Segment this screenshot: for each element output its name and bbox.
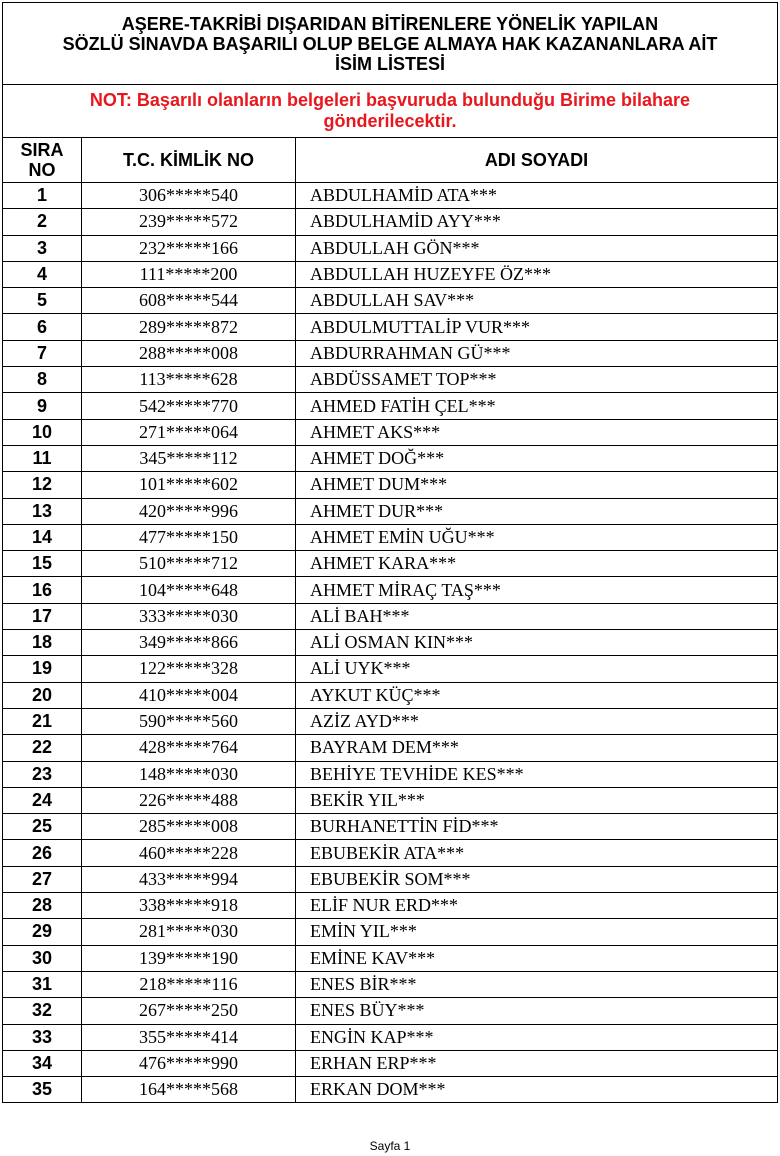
- row-number: 11: [3, 445, 82, 471]
- tc-kimlik-no: 338*****918: [82, 893, 296, 919]
- table-row: [3, 656, 778, 682]
- full-name: ABDÜSSAMET TOP***: [296, 367, 778, 393]
- table-row: [3, 498, 778, 524]
- full-name: AHMET DOĞ***: [296, 445, 778, 471]
- full-name: AHMET AKS***: [296, 419, 778, 445]
- title-line-3: İSİM LİSTESİ: [334, 53, 445, 74]
- tc-kimlik-no: 345*****112: [82, 445, 296, 471]
- full-name: EMİNE KAV***: [296, 945, 778, 971]
- full-name: EMİN YIL***: [296, 919, 778, 945]
- row-number: 7: [3, 340, 82, 366]
- table-row: [3, 340, 778, 366]
- table-row: [3, 314, 778, 340]
- tc-kimlik-no: 239*****572: [82, 209, 296, 235]
- row-number: 27: [3, 866, 82, 892]
- row-number: 26: [3, 840, 82, 866]
- column-header-sira-no: [3, 138, 82, 183]
- table-row: [3, 577, 778, 603]
- column-header-adi-soyadi: ADI SOYADI: [296, 138, 778, 183]
- tc-kimlik-no: 148*****030: [82, 761, 296, 787]
- row-number: 32: [3, 998, 82, 1024]
- full-name: ALİ OSMAN KIN***: [296, 630, 778, 656]
- header-row: [3, 138, 778, 183]
- row-number: 21: [3, 708, 82, 734]
- full-name: BEHİYE TEVHİDE KES***: [296, 761, 778, 787]
- tc-kimlik-no: 226*****488: [82, 787, 296, 813]
- full-name: AHMET MİRAÇ TAŞ***: [296, 577, 778, 603]
- table-row: [3, 367, 778, 393]
- column-header-sira-line2: NO: [28, 160, 56, 180]
- tc-kimlik-no: 510*****712: [82, 551, 296, 577]
- table-row: [3, 261, 778, 287]
- tc-kimlik-no: 428*****764: [82, 735, 296, 761]
- note-line-1: NOT: Başarılı olanların belgeleri başvuruda bulunduğu Birime bilahare: [89, 90, 691, 110]
- full-name: ERKAN DOM***: [296, 1077, 778, 1103]
- title-line-1: AŞERE-TAKRİBİ DIŞARIDAN BİTİRENLERE YÖNELİK YAPILAN: [121, 13, 659, 34]
- full-name: BEKİR YIL***: [296, 787, 778, 813]
- table-row: [3, 630, 778, 656]
- table-row: [3, 682, 778, 708]
- full-name: ABDULLAH SAV***: [296, 288, 778, 314]
- table-row: [3, 761, 778, 787]
- table-row: [3, 419, 778, 445]
- column-header-tc-kimlik-no: T.C. KİMLİK NO: [82, 138, 296, 183]
- row-number: 15: [3, 551, 82, 577]
- row-number: 4: [3, 261, 82, 287]
- table-row: [3, 787, 778, 813]
- full-name: ABDULHAMİD AYY***: [296, 209, 778, 235]
- full-name: ELİF NUR ERD***: [296, 893, 778, 919]
- table-row: [3, 945, 778, 971]
- title-row: [3, 3, 778, 85]
- table-row: [3, 209, 778, 235]
- table-row: [3, 814, 778, 840]
- full-name: BURHANETTİN FİD***: [296, 814, 778, 840]
- row-number: 34: [3, 1050, 82, 1076]
- table-row: [3, 735, 778, 761]
- row-number: 24: [3, 787, 82, 813]
- table-row: [3, 840, 778, 866]
- tc-kimlik-no: 349*****866: [82, 630, 296, 656]
- full-name: ALİ UYK***: [296, 656, 778, 682]
- tc-kimlik-no: 285*****008: [82, 814, 296, 840]
- table-row: [3, 1077, 778, 1103]
- table-row: [3, 603, 778, 629]
- column-header-sira-line1: SIRA: [20, 140, 64, 160]
- table-row: [3, 551, 778, 577]
- tc-kimlik-no: 271*****064: [82, 419, 296, 445]
- tc-kimlik-no: 218*****116: [82, 971, 296, 997]
- row-number: 31: [3, 971, 82, 997]
- tc-kimlik-no: 122*****328: [82, 656, 296, 682]
- tc-kimlik-no: 111*****200: [82, 261, 296, 287]
- row-number: 25: [3, 814, 82, 840]
- table-row: [3, 998, 778, 1024]
- table-row: [3, 524, 778, 550]
- table-row: [3, 235, 778, 261]
- full-name: ABDURRAHMAN GÜ***: [296, 340, 778, 366]
- table-row: [3, 1024, 778, 1050]
- note-row: [3, 85, 778, 138]
- tc-kimlik-no: 420*****996: [82, 498, 296, 524]
- title-line-2: SÖZLÜ SINAVDA BAŞARILI OLUP BELGE ALMAYA HAK KAZANANLARA AİT: [62, 33, 718, 54]
- row-number: 14: [3, 524, 82, 550]
- tc-kimlik-no: 433*****994: [82, 866, 296, 892]
- table-row: [3, 893, 778, 919]
- tc-kimlik-no: 232*****166: [82, 235, 296, 261]
- tc-kimlik-no: 104*****648: [82, 577, 296, 603]
- tc-kimlik-no: 476*****990: [82, 1050, 296, 1076]
- tc-kimlik-no: 113*****628: [82, 367, 296, 393]
- row-number: 1: [3, 183, 82, 209]
- row-number: 30: [3, 945, 82, 971]
- row-number: 6: [3, 314, 82, 340]
- full-name: AYKUT KÜÇ***: [296, 682, 778, 708]
- full-name: ABDULLAH GÖN***: [296, 235, 778, 261]
- row-number: 23: [3, 761, 82, 787]
- table-row: [3, 393, 778, 419]
- table-row: [3, 288, 778, 314]
- note-line-2: gönderilecektir.: [323, 111, 457, 131]
- tc-kimlik-no: 288*****008: [82, 340, 296, 366]
- full-name: AHMET KARA***: [296, 551, 778, 577]
- tc-kimlik-no: 164*****568: [82, 1077, 296, 1103]
- row-number: 19: [3, 656, 82, 682]
- full-name: BAYRAM DEM***: [296, 735, 778, 761]
- row-number: 28: [3, 893, 82, 919]
- row-number: 18: [3, 630, 82, 656]
- row-number: 17: [3, 603, 82, 629]
- table-row: [3, 866, 778, 892]
- name-list-table: [2, 2, 778, 1103]
- row-number: 12: [3, 472, 82, 498]
- row-number: 8: [3, 367, 82, 393]
- full-name: ALİ BAH***: [296, 603, 778, 629]
- tc-kimlik-no: 460*****228: [82, 840, 296, 866]
- full-name: AHMET EMİN UĞU***: [296, 524, 778, 550]
- tc-kimlik-no: 289*****872: [82, 314, 296, 340]
- table-body: [3, 3, 778, 1103]
- tc-kimlik-no: 590*****560: [82, 708, 296, 734]
- full-name: ENES BİR***: [296, 971, 778, 997]
- row-number: 5: [3, 288, 82, 314]
- tc-kimlik-no: 139*****190: [82, 945, 296, 971]
- row-number: 35: [3, 1077, 82, 1103]
- row-number: 2: [3, 209, 82, 235]
- row-number: 9: [3, 393, 82, 419]
- table-row: [3, 708, 778, 734]
- full-name: AZİZ AYD***: [296, 708, 778, 734]
- table-row: [3, 919, 778, 945]
- page-number: Sayfa 1: [369, 1139, 411, 1153]
- full-name: AHMET DUR***: [296, 498, 778, 524]
- full-name: ENGİN KAP***: [296, 1024, 778, 1050]
- full-name: EBUBEKİR SOM***: [296, 866, 778, 892]
- tc-kimlik-no: 608*****544: [82, 288, 296, 314]
- table-row: [3, 472, 778, 498]
- tc-kimlik-no: 267*****250: [82, 998, 296, 1024]
- note-text: [3, 85, 778, 138]
- document-title: [3, 3, 778, 85]
- tc-kimlik-no: 101*****602: [82, 472, 296, 498]
- row-number: 20: [3, 682, 82, 708]
- tc-kimlik-no: 355*****414: [82, 1024, 296, 1050]
- full-name: EBUBEKİR ATA***: [296, 840, 778, 866]
- row-number: 3: [3, 235, 82, 261]
- table-row: [3, 445, 778, 471]
- full-name: ABDULMUTTALİP VUR***: [296, 314, 778, 340]
- tc-kimlik-no: 477*****150: [82, 524, 296, 550]
- tc-kimlik-no: 410*****004: [82, 682, 296, 708]
- table-row: [3, 183, 778, 209]
- row-number: 29: [3, 919, 82, 945]
- tc-kimlik-no: 281*****030: [82, 919, 296, 945]
- row-number: 13: [3, 498, 82, 524]
- table-row: [3, 1050, 778, 1076]
- row-number: 22: [3, 735, 82, 761]
- tc-kimlik-no: 306*****540: [82, 183, 296, 209]
- full-name: ABDULHAMİD ATA***: [296, 183, 778, 209]
- full-name: ABDULLAH HUZEYFE ÖZ***: [296, 261, 778, 287]
- full-name: AHMED FATİH ÇEL***: [296, 393, 778, 419]
- row-number: 16: [3, 577, 82, 603]
- row-number: 33: [3, 1024, 82, 1050]
- tc-kimlik-no: 542*****770: [82, 393, 296, 419]
- full-name: AHMET DUM***: [296, 472, 778, 498]
- full-name: ENES BÜY***: [296, 998, 778, 1024]
- table-row: [3, 971, 778, 997]
- row-number: 10: [3, 419, 82, 445]
- full-name: ERHAN ERP***: [296, 1050, 778, 1076]
- tc-kimlik-no: 333*****030: [82, 603, 296, 629]
